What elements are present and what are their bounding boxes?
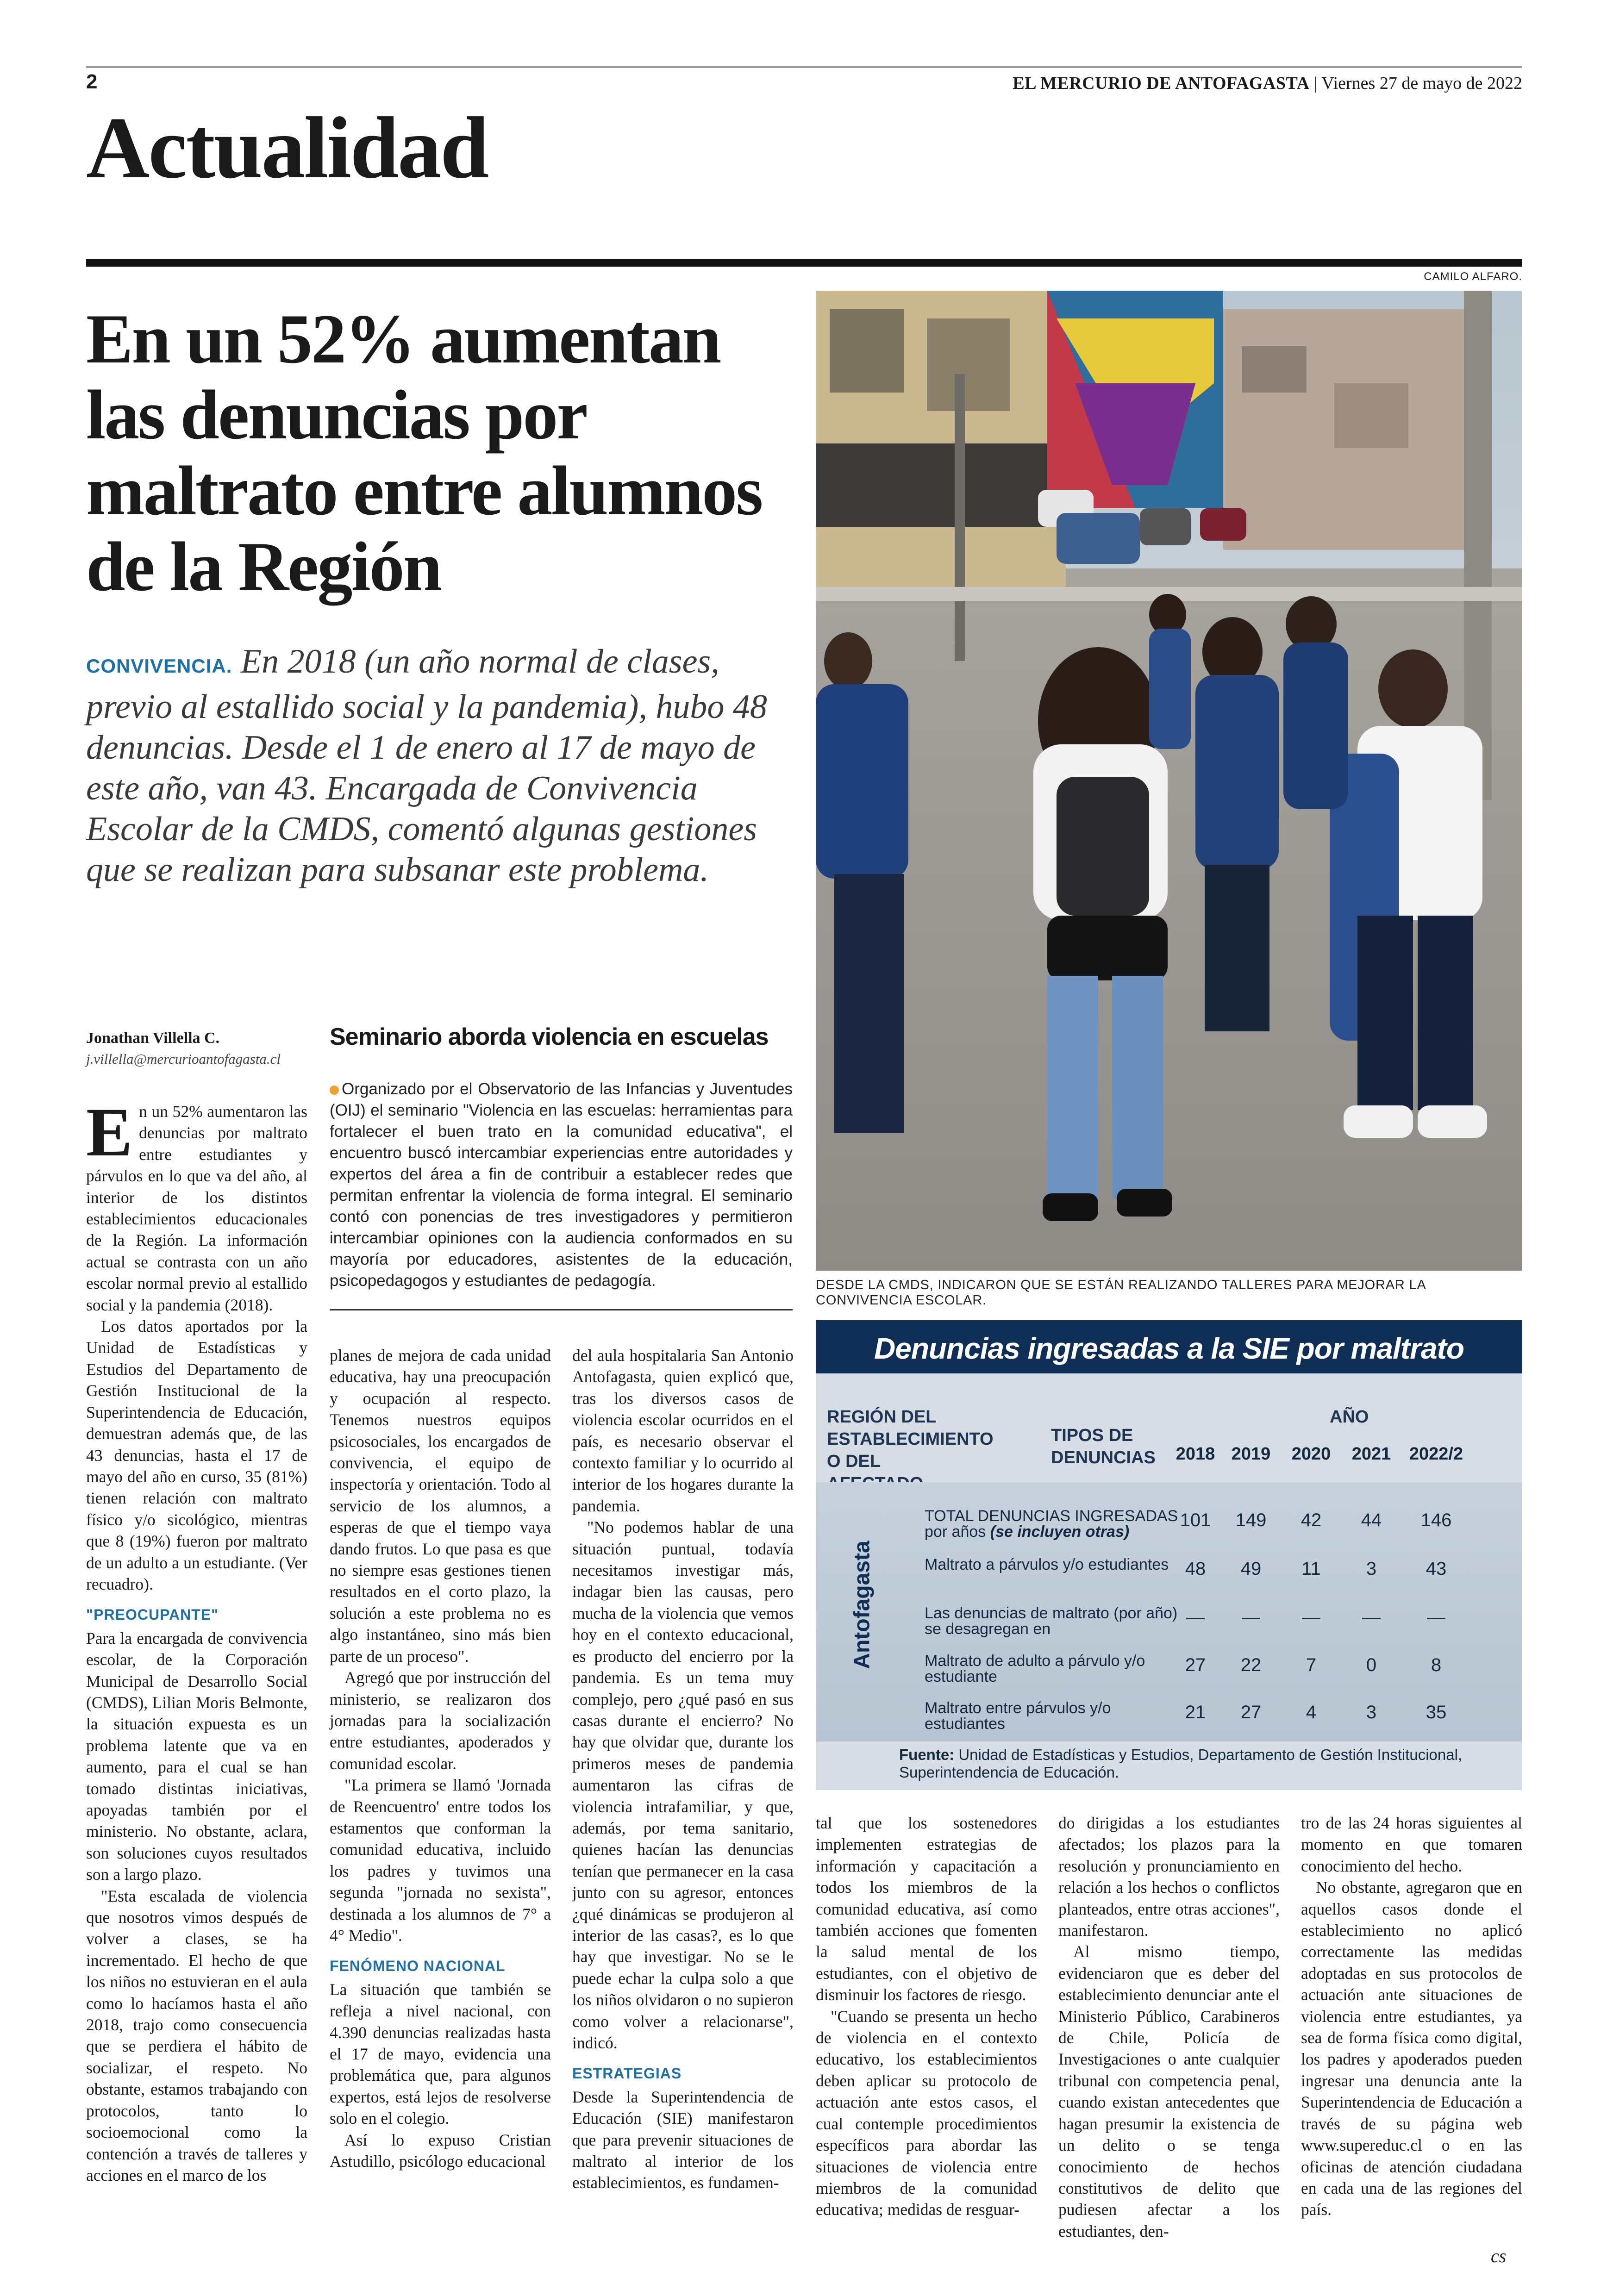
seminar-text: Organizado por el Observatorio de las Infancias y Juventudes (OIJ) el seminario "Violencia en las escuelas: herramientas para fortalecer el buen trato en la comunidad educativa", el encuentro buscó intercambiar experiencias entre autoridades y expertos del área a fin de contribuir a establecer redes que permitan enfrentar la violencia de forma integral. El seminario contó con ponencias de tres investigadores y permitieron intercambiar opiniones con la audiencia conformados en su mayoría por educadores, asistentes de la educación, psicopedagogos y estudiantes de pedagogía. — [330, 1080, 793, 1290]
deck-text: En 2018 (un año normal de clases, previo al estallido social y la pandemia), hubo 48 denuncias. Desde el 1 de enero al 17 de mayo de este año, van 43. Encargada de Convivencia Escolar de la CMDS, comentó algunas gestiones que se realizan para subsanar este problema. — [86, 643, 767, 889]
headline: En un 52% aumentan las denuncias por maltrato entre alumnos de la Región — [86, 300, 762, 605]
row-label-text: Maltrato de adulto a párvulo y/o estudiante — [925, 1652, 1145, 1685]
infographic-panel — [816, 1320, 1522, 1790]
deck — [86, 641, 799, 890]
region-name: Antofagasta — [850, 1541, 875, 1669]
region-label — [837, 1541, 888, 1669]
article-paragraph: "No podemos hablar de una situación puntual, todavía necesitamos investigar más, indagar bien las causas, pero mucha de la violencia que vemos hoy en el contexto educacional, es producto del encierro por la pandemia. Es un tema muy complejo, pero ¿qué pasó en sus casas durante el encierro? No hay que olvidar que, durante los primeros meses de pandemia aumentaron las cifras de violencia intrafamiliar, y que, además, por tema sanitario, quienes hacían las denuncias tenían que permanecer en la casa junto con su agresor, entonces ¿qué dinámicas se produjeron al interior de las casas?, es lo que hay que investigar. No se le puede echar la culpa solo a que los niños olvidaron o no supieron como volver a relacionarse", indicó. — [572, 1518, 794, 2052]
article-column-5 — [1058, 1812, 1280, 2242]
types-header: TIPOS DE DENUNCIAS — [1051, 1426, 1156, 1467]
source-note — [899, 1746, 1501, 1781]
source-text: Unidad de Estadísticas y Estudios, Departamento de Gestión Institucional, Superintendencia de Educación. — [899, 1746, 1463, 1781]
paragraph-text: n un 52% aumentaron las denuncias por maltrato entre estudiantes y párvulos en lo que va del año, al interior de los distintos establecimientos educacionales de la Región. La información actual se contrasta con un año escolar normal previo al estallido social y la pandemia (2018). — [86, 1102, 307, 1314]
source-label: Fuente: — [899, 1746, 955, 1763]
article-paragraph: "Cuando se presenta un hecho de violencia en el contexto educativo, los establecimientos deben aplicar su protocolo de actuación ante estos casos, el cual contemple procedimientos específicos para abordar las situaciones de violencia entre miembros de la comunidad educativa; medidas de resguar- — [816, 2007, 1037, 2219]
subheading: FENÓMENO NACIONAL — [330, 1958, 506, 1975]
article-paragraph: Agregó que por instrucción del ministerio, se realizaron dos jornadas para la socialización entre estudiantes, apoderados y comunidad escolar. — [330, 1668, 551, 1773]
table-cell: 44 — [1361, 1510, 1382, 1530]
table-row-label — [925, 1653, 1184, 1685]
article-paragraph: tro de las 24 horas siguientes al momento en que tomaren conocimiento del hecho. — [1301, 1814, 1522, 1875]
newspaper-name: EL MERCURIO DE ANTOFAGASTA — [1013, 74, 1310, 93]
article-paragraph: "La primera se llamó 'Jornada de Reencuentro' entre todos los estamentos que conforman la comunidad educativa, incluido los padres y tuvimos una segunda "jornada no sexista", destinada a los alumnos de 7° a 4° Medio". — [330, 1776, 551, 1945]
table-cell: — — [1242, 1607, 1260, 1628]
table-cell: — — [1302, 1607, 1320, 1628]
issue-date: | Viernes 27 de mayo de 2022 — [1314, 74, 1522, 93]
article-column-3 — [572, 1345, 794, 2194]
article-paragraph: tal que los sostenedores implementen estrategias de información y capacitación a todos los miembros de la comunidad educativa, así como también acciones que fomenten la salud mental de los estudiantes, con el objetivo de disminuir los factores de riesgo. — [816, 1814, 1037, 2004]
article-column-4 — [816, 1812, 1037, 2221]
table-cell: — — [1427, 1607, 1445, 1628]
end-mark: cs — [1491, 2246, 1507, 2266]
article-paragraph: del aula hospitalaria San Antonio Antofagasta, quien explicó que, tras los diversos casos de violencia escolar ocurridos en el país, es necesario observar el contexto familiar y lo ocurrido al interior de los hogares durante la pandemia. — [572, 1346, 794, 1515]
subheading: ESTRATEGIAS — [572, 2065, 682, 2082]
table-cell: 101 — [1180, 1510, 1211, 1530]
infographic-title: Denuncias ingresadas a la SIE por maltrato — [874, 1332, 1464, 1365]
table-cell: — — [1186, 1607, 1205, 1628]
article-paragraph: Al mismo tiempo, evidenciaron que es deber del establecimiento denunciar ante el Ministerio Público, Carabineros de Chile, Policía de Investigaciones o ante cualquier tribunal con competencia penal, cuando existan antecedentes que hagan presumir la existencia de un delito o se tenga conocimiento de hechos constitutivos de delito que pudiesen afectar a los estudiantes, den- — [1058, 1942, 1280, 2240]
table-cell: 48 — [1185, 1559, 1206, 1579]
table-cell: 27 — [1240, 1702, 1262, 1722]
infographic-header — [816, 1320, 1522, 1373]
article-paragraph: Los datos aportados por la Unidad de Estadísticas y Estudios del Departamento de Gestión Institucional de la Superintendencia de Educación, demuestran además que, de las 43 denuncias, hasta el 17 de mayo del año en curso, 35 (81%) tienen relación con maltrato físico y/o sicológico, mientras que 8 (19%) fueron por maltrato de un adulto a un estudiante. (Ver recuadro). — [86, 1317, 307, 1593]
subheading: "PREOCUPANTE" — [86, 1606, 219, 1623]
article-paragraph: La situación que también se refleja a nivel nacional, con 4.390 denuncias realizadas hasta el 17 de mayo, evidencia una problemática que, para algunos expertos, está lejos de resolverse solo en el colegio. — [330, 1980, 551, 2128]
table-cell: 149 — [1235, 1510, 1267, 1530]
year-column-header: 2018 — [1176, 1444, 1215, 1464]
author-email[interactable]: j.villella@mercurioantofagasta.cl — [86, 1051, 281, 1067]
table-cell: 7 — [1306, 1655, 1317, 1675]
drop-cap: E — [86, 1094, 133, 1171]
table-cell: 4 — [1306, 1702, 1317, 1722]
article-paragraph — [86, 1094, 307, 1316]
table-cell: 27 — [1185, 1655, 1206, 1675]
article-column-2 — [330, 1345, 551, 2172]
masthead — [1013, 73, 1522, 94]
table-cell: 11 — [1301, 1559, 1321, 1579]
table-cell: 49 — [1240, 1559, 1262, 1579]
kicker: CONVIVENCIA. — [86, 655, 232, 677]
photo-caption: DESDE LA CMDS, INDICARON QUE SE ESTÁN REALIZANDO TALLERES PARA MEJORAR LA CONVIVENCIA ESCOLAR. — [816, 1278, 1426, 1308]
table-row-label — [925, 1605, 1184, 1637]
table-row-label — [925, 1557, 1184, 1572]
row-label-note: (se incluyen otras) — [986, 1523, 1130, 1541]
students-street-illustration — [816, 291, 1522, 1271]
article-paragraph: Desde la Superintendencia de Educación (SIE) manifestaron que para prevenir situaciones de maltrato al interior de los establecimientos, es fundamen- — [572, 2087, 794, 2192]
article-paragraph: No obstante, agregaron que en aquellos casos donde el establecimiento no aplicó correctamente las medidas adoptadas en sus protocolos de actuación ante situaciones de violencia entre estudiantes, ya sea de forma física como digital, los padres y apoderados pueden ingresar una denuncia ante la Superintendencia de Educación a través de su página web www.supereduc.cl o en las oficinas de atención ciudadana en cada una de las regiones del país. — [1301, 1878, 1522, 2219]
top-rule — [86, 66, 1522, 68]
table-cell: 3 — [1366, 1702, 1377, 1722]
table-cell: 43 — [1426, 1559, 1447, 1579]
row-label-text: Las denuncias de maltrato (por año) se desagregan en — [925, 1604, 1178, 1638]
article-column-6 — [1301, 1812, 1522, 2221]
region-header: REGIÓN DEL ESTABLECIMIENTO O DEL — [827, 1407, 994, 1471]
seminar-body — [330, 1079, 793, 1292]
table-cell: 22 — [1240, 1655, 1262, 1675]
article-paragraph: do dirigidas a los estudiantes afectados; los plazos para la resolución y pronunciamiento en relación a los hechos o conflictos planteados, entre otras acciones", manifestaron. — [1058, 1814, 1280, 1940]
year-column-header: 2020 — [1291, 1444, 1331, 1464]
article-paragraph: Así lo expuso Cristian Astudillo, psicólogo educacional — [330, 2130, 551, 2171]
table-cell: 3 — [1366, 1559, 1377, 1579]
seminar-title: Seminario aborda violencia en escuelas — [330, 1023, 769, 1050]
section-title: Actualidad — [86, 100, 488, 197]
year-header: AÑO — [1330, 1407, 1369, 1427]
table-cell: 146 — [1420, 1510, 1452, 1530]
section-rule — [86, 259, 1522, 267]
table-cell: 8 — [1431, 1655, 1442, 1675]
table-cell: 35 — [1426, 1702, 1447, 1722]
row-label-text: Maltrato a párvulos y/o estudiantes — [925, 1556, 1169, 1573]
author-name: Jonathan Villella C. — [86, 1029, 220, 1047]
article-paragraph: Para la encargada de convivencia escolar, de la Corporación Municipal de Desarrollo Social (CMDS), Lilian Moris Belmonte, la situación expuesta es un problema latente que va en aumento, para el cual se han tomado distintas iniciativas, apoyadas también por el ministerio. No obstante, aclara, son soluciones cuyos resultados son a largo plazo. — [86, 1628, 307, 1884]
page-number: 2 — [86, 70, 98, 93]
row-label-text: TOTAL DENUNCIAS INGRESADAS por años — [925, 1507, 1178, 1541]
table-row-label — [925, 1700, 1184, 1732]
table-cell: 0 — [1366, 1655, 1377, 1675]
bullet-dot-icon — [330, 1086, 339, 1095]
year-column-header: 2022/2 — [1409, 1444, 1463, 1464]
row-label-text: Maltrato entre párvulos y/o estudiantes — [925, 1699, 1111, 1733]
year-column-header: 2021 — [1351, 1444, 1391, 1464]
article-paragraph: planes de mejora de cada unidad educativa, hay una preocupación y ocupación al respecto. Tenemos nuestros equipos psicosociales, los encargados de convivencia, el equipo de inspectoría y orientación. Todo al servicio de los alumnos, a esperas de que el tiempo vaya dando frutos. Lo que pasa es que no siempre esas gestiones tienen resultados en el corto plazo, la solución a este problema no es algo instantáneo, sino más bien parte de un proceso". — [330, 1346, 551, 1666]
photo-credit: CAMILO ALFARO. — [1424, 270, 1522, 283]
year-column-header: 2019 — [1231, 1444, 1271, 1464]
seminar-rule — [330, 1309, 793, 1310]
table-cell: — — [1362, 1607, 1381, 1628]
table-cell: 21 — [1185, 1702, 1206, 1722]
table-cell: 42 — [1301, 1510, 1322, 1530]
article-column-1 — [86, 1094, 307, 2186]
article-paragraph: "Esta escalada de violencia que nosotros vimos después de volver a clases, se ha incrementado. El hecho de que los niños no estuvieran en el aula como lo hacíamos hasta el año 2018, trajo como consecuencia que se perdiera el hábito de socializar, el respeto. No obstante, estamos trabajando con protocolos, tanto lo socioemocional como la contención a través de talleres y acciones en el marco de los — [86, 1886, 307, 2184]
table-row-label — [925, 1508, 1184, 1540]
news-photo — [816, 291, 1522, 1271]
